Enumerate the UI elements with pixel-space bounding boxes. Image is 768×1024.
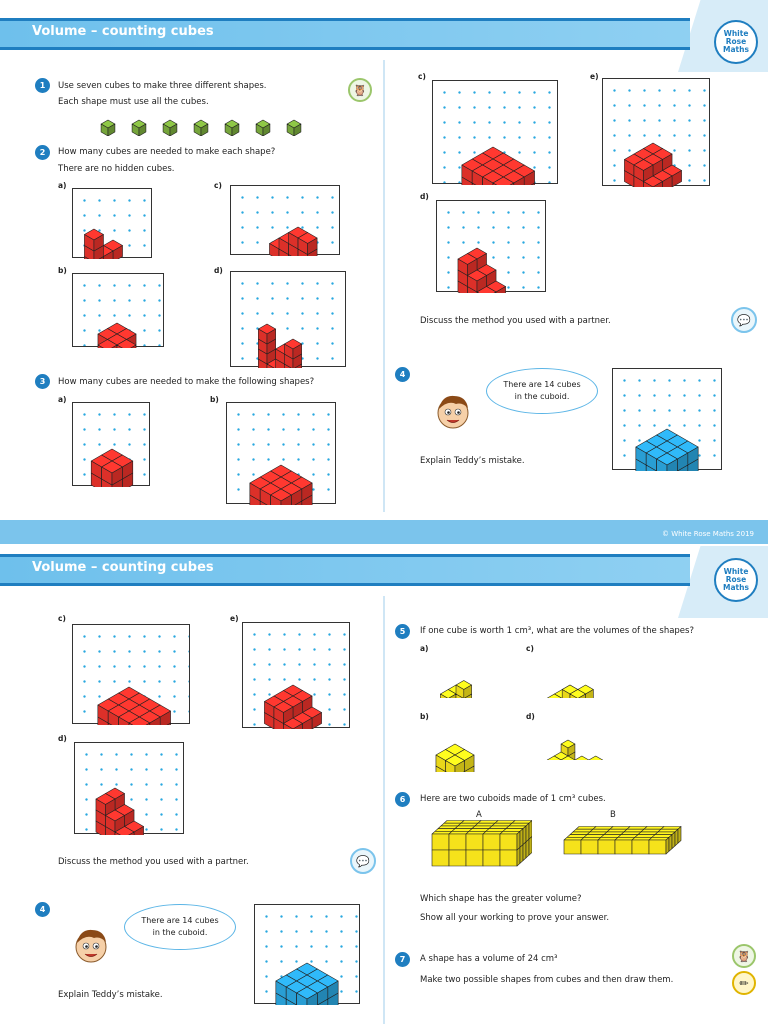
cube-face (598, 840, 615, 854)
cube-face (649, 837, 669, 840)
red-cuboid-2x2x2 (73, 403, 151, 487)
worksheet-page-2 (0, 546, 768, 1024)
cube-face (601, 835, 621, 838)
teddy-speech-bubble: There are 14 cubes in the cuboid. (486, 368, 598, 414)
cube-face (506, 826, 526, 829)
cube-face (466, 831, 486, 834)
yellow-cubes-a (430, 650, 486, 698)
cube-face (570, 832, 590, 835)
cube-face (441, 823, 461, 826)
q3-shape-b (226, 402, 336, 504)
cube-face (432, 834, 449, 850)
green-cube-icons (100, 118, 310, 136)
cube-face (466, 834, 483, 850)
cube-face (466, 850, 483, 866)
p2-q4-blue-cuboid (254, 904, 360, 1004)
q5-line-1: If one cube is worth 1 cm³, what are the volumes of the shapes? (420, 626, 694, 636)
q6-cuboid-a (426, 820, 532, 874)
yellow-cubes-c (534, 648, 614, 698)
cube-face (517, 847, 520, 866)
question-number-1: 1 (35, 78, 50, 93)
teddy-face-icon (432, 392, 472, 430)
cube-face (455, 826, 475, 829)
teddy-face-icon-2 (70, 926, 110, 964)
q2-label-d: d) (214, 266, 223, 275)
cuboid-label-b: B (610, 810, 616, 820)
cube-face (500, 834, 517, 850)
speech-bubble-icon: 💬 (731, 307, 757, 333)
white-rose-maths-logo-2: White Rose Maths (714, 558, 758, 602)
cube-face (604, 832, 624, 835)
owl-icon: 🦉 (348, 78, 372, 102)
cube-face (449, 834, 466, 850)
cube-face (661, 827, 681, 830)
p2-shape-d (74, 742, 184, 834)
cube-face (478, 821, 498, 824)
q2-shape-a (72, 188, 152, 258)
q5-shape-a (430, 650, 486, 698)
q2-label-b: b) (58, 266, 67, 275)
cube-face (589, 756, 603, 760)
q5-shape-c (534, 648, 614, 698)
cube-face (652, 835, 672, 838)
cube-face (483, 850, 500, 866)
pencil-icon: ✏ (732, 971, 756, 995)
question-number-5: 5 (395, 624, 410, 639)
cube-face (449, 850, 466, 866)
q2-label-d-right: d) (420, 192, 429, 201)
q2-label-e: e) (590, 72, 599, 81)
cube-face (655, 832, 675, 835)
cube-face (483, 831, 503, 834)
owl-icon-2: 🦉 (732, 944, 756, 968)
cube-face (593, 827, 613, 830)
cube-face (520, 845, 523, 864)
q2-line-2: There are no hidden cubes. (58, 164, 175, 174)
q6-line-3: Show all your working to prove your answer. (420, 913, 610, 923)
cube-face (449, 831, 469, 834)
cube-face (529, 821, 532, 840)
q5-shape-b (424, 714, 488, 772)
title-banner-2 (0, 550, 700, 590)
page-separator-strip (0, 520, 768, 544)
q5-shape-d (534, 714, 616, 760)
cube-face (567, 835, 587, 838)
cube-face (520, 829, 523, 848)
page-title-2: Volume – counting cubes (32, 560, 214, 575)
red-cubes-shape-a (73, 189, 153, 259)
cube-face (615, 840, 632, 854)
cube-face (598, 837, 618, 840)
cube-face (632, 840, 649, 854)
cube-face (503, 829, 523, 832)
cube-face (575, 756, 589, 760)
cube-face (512, 821, 532, 824)
cube-face (432, 850, 449, 866)
p2-shape-e (242, 622, 350, 728)
red-steps-shape (603, 79, 711, 187)
q3-label-a: a) (58, 395, 67, 404)
cube-face (658, 829, 678, 832)
cube-face (438, 826, 458, 829)
p2-discuss-text: Discuss the method you used with a partner. (58, 857, 249, 867)
cube-face (621, 832, 641, 835)
red-stairs-shape-2 (75, 743, 185, 835)
p2-q4-task: Explain Teddy’s mistake. (58, 990, 163, 1000)
seven-cubes-row (100, 118, 310, 136)
cube-face (672, 832, 675, 849)
cube-face (495, 821, 515, 824)
p2-label-e: e) (230, 614, 239, 623)
question-number-7: 7 (395, 952, 410, 967)
cube-face (607, 829, 627, 832)
cube-face (632, 837, 652, 840)
cube-face (475, 823, 495, 826)
q7-line-1: A shape has a volume of 24 cm³ (420, 954, 558, 964)
title-banner (0, 14, 700, 54)
q5-label-d: d) (526, 712, 535, 721)
red-steps-shape-2 (243, 623, 351, 729)
cube-face (576, 827, 596, 830)
q2-label-c: c) (214, 181, 222, 190)
white-rose-maths-logo: White Rose Maths (714, 20, 758, 64)
q2-shape-d-right (436, 200, 546, 292)
cube-face (526, 839, 529, 858)
q1-line-2: Each shape must use all the cubes. (58, 97, 209, 107)
q6-line-2: Which shape has the greater volume? (420, 894, 582, 904)
speech-bubble-icon-2: 💬 (350, 848, 376, 874)
q7-line-2: Make two possible shapes from cubes and then draw them. (420, 975, 674, 985)
q2-label-c-right: c) (418, 72, 426, 81)
red-cubes-shape-b (73, 274, 165, 348)
red-cubes-shape-d (231, 272, 347, 368)
cube-face (675, 829, 678, 846)
q2-shape-c-large (432, 80, 558, 184)
red-stairs-shape (437, 201, 547, 293)
red-cuboid-3x3x2 (227, 403, 337, 505)
yellow-cuboid-b-flat (560, 826, 684, 870)
q1-line-1: Use seven cubes to make three different shapes. (58, 81, 267, 91)
q2-label-a: a) (58, 181, 67, 190)
cube-face (581, 840, 598, 854)
cube-face (435, 829, 455, 832)
p2-question-number-4: 4 (35, 902, 50, 917)
cube-face (523, 826, 526, 845)
q2-line-1: How many cubes are needed to make each shape? (58, 147, 276, 157)
copyright-text: © White Rose Maths 2019 (661, 530, 754, 538)
cube-face (492, 823, 512, 826)
cube-face (649, 840, 666, 854)
cube-face (472, 826, 492, 829)
cube-face (624, 829, 644, 832)
cube-face (564, 837, 584, 840)
cube-face (461, 821, 481, 824)
cube-face (644, 827, 664, 830)
q3-label-b: b) (210, 395, 219, 404)
red-cubes-shape-c (231, 186, 341, 256)
cube-face (452, 829, 472, 832)
cube-face (587, 832, 607, 835)
cube-face (627, 827, 647, 830)
cube-face (509, 823, 529, 826)
q2-shape-b (72, 273, 164, 347)
cube-face (615, 837, 635, 840)
cube-face (618, 835, 638, 838)
q6-cuboid-b (560, 826, 684, 870)
q4-blue-cuboid (612, 368, 722, 470)
question-number-6: 6 (395, 792, 410, 807)
column-divider-2 (383, 596, 385, 1024)
question-number-3: 3 (35, 374, 50, 389)
cube-face (432, 831, 452, 834)
red-cuboid-large (433, 81, 559, 185)
cube-face (458, 823, 478, 826)
q5-label-a: a) (420, 644, 429, 653)
q2-shape-e (602, 78, 710, 186)
question-number-2: 2 (35, 145, 50, 160)
q2-shape-c (230, 185, 340, 255)
cube-face (573, 829, 593, 832)
teddy-speech-bubble-2: There are 14 cubes in the cuboid. (124, 904, 236, 950)
cube-face (526, 823, 529, 842)
q2-shape-d (230, 271, 346, 367)
p2-shape-c (72, 624, 190, 724)
p2-label-c: c) (58, 614, 66, 623)
q5-label-c: c) (526, 644, 534, 653)
cube-face (486, 829, 506, 832)
q4-task: Explain Teddy’s mistake. (420, 456, 525, 466)
cube-face (669, 835, 672, 852)
cube-face (444, 821, 464, 824)
q3-line-1: How many cubes are needed to make the following shapes? (58, 377, 315, 387)
discuss-text: Discuss the method you used with a partner. (420, 316, 611, 326)
cuboid-label-a: A (476, 810, 482, 820)
cube-face (564, 840, 581, 854)
cube-face (581, 837, 601, 840)
cube-face (666, 837, 669, 854)
column-divider (383, 60, 385, 512)
yellow-cuboid-b (424, 714, 488, 772)
cube-face (590, 829, 610, 832)
question-number-4: 4 (395, 367, 410, 382)
cube-face (529, 837, 532, 856)
cube-face (483, 834, 500, 850)
p2-label-d: d) (58, 734, 67, 743)
cube-face (610, 827, 630, 830)
cube-face (678, 827, 681, 844)
page-title: Volume – counting cubes (32, 24, 214, 39)
cube-face (584, 835, 604, 838)
cube-face (489, 826, 509, 829)
yellow-cuboid-a (426, 820, 532, 874)
q5-label-b: b) (420, 712, 429, 721)
cube-face (517, 831, 520, 850)
red-cuboid-large-2 (73, 625, 191, 725)
cube-face (635, 835, 655, 838)
yellow-cubes-d (534, 714, 616, 760)
blue-cuboid (613, 369, 723, 471)
cube-face (523, 842, 526, 861)
cube-face (638, 832, 658, 835)
cube-face (500, 831, 520, 834)
blue-cuboid-2 (255, 905, 361, 1005)
q6-line-1: Here are two cuboids made of 1 cm³ cubes. (420, 794, 606, 804)
cube-face (641, 829, 661, 832)
q3-shape-a (72, 402, 150, 486)
cube-face (469, 829, 489, 832)
cube-face (500, 850, 517, 866)
